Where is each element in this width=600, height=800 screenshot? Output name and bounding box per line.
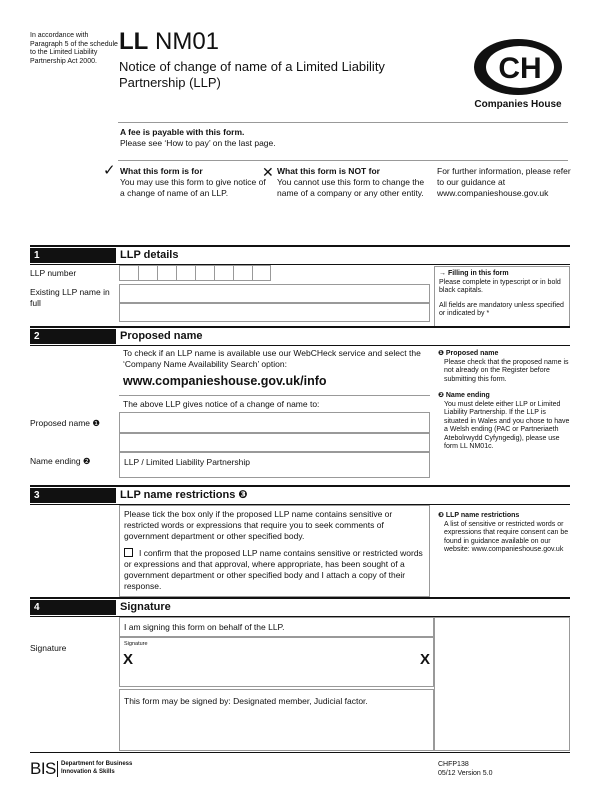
section-3-title: LLP name restrictions ❸ <box>120 489 248 501</box>
divider <box>30 264 570 265</box>
proposed-name-input-1[interactable] <box>119 412 430 433</box>
name-ending-value: LLP / Limited Liability Partnership <box>124 457 250 467</box>
signature-cross-right-icon: X <box>420 651 431 668</box>
section-2-number: 2 <box>30 329 116 344</box>
behalf-box <box>119 617 434 637</box>
restrictions-note-text: A list of sensitive or restricted words or expressions that require consent can be found in guidance available on our website: www.companieshouse.gov.uk <box>444 520 569 553</box>
version-text: 05/12 Version 5.0 <box>438 769 493 777</box>
legal-note: In accordance with Paragraph 5 of the schedule to the Limited Liability Partnership Act 2000. <box>30 32 118 65</box>
for-text: You may use this form to give notice of a change of name of an LLP. <box>120 177 266 198</box>
confirm-text: I confirm that the proposed LLP name contains sensitive or restricted words or expressions and that approval, where appropriate, has been sought of a government department or other specified body and I attach a copy of their response. <box>124 548 423 591</box>
page-title <box>119 59 439 91</box>
fee-block <box>120 127 276 149</box>
divider <box>118 160 568 161</box>
form-code-number: NM01 <box>155 28 220 55</box>
filling-in-note <box>434 266 570 328</box>
title-line-2: Partnership (LLP) <box>119 75 221 90</box>
divider <box>30 345 570 346</box>
filling-note-heading: → Filling in this form <box>439 270 509 277</box>
section-3-number: 3 <box>30 488 116 503</box>
further-info: For further information, please refer to our guidance at www.companieshouse.gov.uk <box>437 166 571 198</box>
existing-name-input-1[interactable] <box>119 284 430 303</box>
cross-icon: ✕ <box>262 164 274 180</box>
signed-by-box <box>119 689 434 751</box>
ending-note-text: You must delete either LLP or Limited Liability Partnership. If the LLP is situated in Wales and you chose to have a Welsh ending (PAC or Partneriaeth Atebolrwydd Cyfyngedig), please use form LL NM01c. <box>444 400 570 450</box>
divider <box>119 395 430 396</box>
behalf-text: I am signing this form on behalf of the LLP. <box>124 622 285 632</box>
logo-text: Companies House <box>474 99 562 110</box>
name-ending-field[interactable] <box>119 452 430 478</box>
tick-instructions: Please tick the box only if the proposed LLP name contains sensitive or restricted words or expressions that require you to seek comments of government department or other specified body. <box>124 509 393 541</box>
form-code-prefix: LL <box>119 28 149 55</box>
form-not-for <box>277 166 425 199</box>
section-rule <box>30 597 570 599</box>
department-name <box>61 761 132 776</box>
dept-line-2: Innovation & Skills <box>61 768 115 775</box>
form-code <box>119 28 219 56</box>
dept-line-1: Department for Business <box>61 761 133 767</box>
footer-divider <box>57 761 58 777</box>
existing-name-label: Existing LLP name in full <box>30 287 110 308</box>
signature-field[interactable] <box>119 637 434 687</box>
filling-note-text-1: Please complete in typescript or in bold black capitals. <box>439 278 561 294</box>
signature-cross-left-icon: X <box>123 651 134 668</box>
restrictions-box <box>119 505 430 597</box>
signature-note-box <box>434 617 570 751</box>
signed-by-text: This form may be signed by: Designated member, Judicial factor. <box>124 696 368 706</box>
ending-note-heading: ❷ Name ending <box>438 392 490 399</box>
restrictions-checkbox[interactable] <box>124 548 133 557</box>
filling-note-text-2: All fields are mandatory unless specified or indicated by * <box>439 301 564 317</box>
ch-logo-icon <box>468 33 568 101</box>
check-icon: ✓ <box>103 162 116 179</box>
signature-label: Signature <box>30 643 67 653</box>
llp-number-label: LLP number <box>30 268 77 278</box>
section-rule <box>30 485 570 487</box>
section-1-title: LLP details <box>120 249 179 261</box>
for-heading: What this form is for <box>120 166 203 176</box>
proposed-name-input-2[interactable] <box>119 433 430 452</box>
webcheck-text: To check if an LLP name is available use our WebCHeck service and select the ‘Company Name Availability Search’ option: <box>123 348 421 369</box>
restrictions-note-heading: ❸ LLP name restrictions <box>438 512 520 519</box>
webcheck-url[interactable]: www.companieshouse.gov.uk/info <box>123 374 327 388</box>
name-ending-label: Name ending ❷ <box>30 456 91 466</box>
fee-heading: A fee is payable with this form. <box>120 127 245 137</box>
form-version <box>438 761 493 778</box>
section-4-title: Signature <box>120 601 171 613</box>
section-rule <box>30 245 570 247</box>
not-for-heading: What this form is NOT for <box>277 166 380 176</box>
proposed-note-text: Please check that the proposed name is not already on the Register before submitting this form. <box>444 358 569 383</box>
confirm-row <box>124 548 424 592</box>
fee-note: Please see ‘How to pay’ on the last page. <box>120 138 276 148</box>
section-4-number: 4 <box>30 600 116 615</box>
footer-rule <box>30 752 570 753</box>
signature-caption: Signature <box>124 641 148 647</box>
proposed-note-heading: ❶ Proposed name <box>438 350 499 357</box>
section-2-title: Proposed name <box>120 330 203 342</box>
form-for <box>120 166 270 199</box>
restrictions-note <box>438 512 570 555</box>
divider <box>118 122 568 123</box>
llp-number-input[interactable] <box>119 265 279 283</box>
section-rule <box>30 326 570 328</box>
section-1-number: 1 <box>30 248 116 263</box>
existing-name-input-2[interactable] <box>119 303 430 322</box>
title-line-1: Notice of change of name of a Limited Liability <box>119 59 385 74</box>
companies-house-logo <box>468 33 568 115</box>
form-ref: CHFP138 <box>438 761 469 768</box>
logo-letters: CH <box>498 52 542 85</box>
bis-logo: BIS <box>30 759 56 778</box>
gives-notice-text: The above LLP gives notice of a change of name to: <box>123 399 320 409</box>
proposed-name-notes <box>438 350 570 452</box>
not-for-text: You cannot use this form to change the name of a company or any other entity. <box>277 177 425 198</box>
proposed-name-label: Proposed name ❶ <box>30 418 100 428</box>
